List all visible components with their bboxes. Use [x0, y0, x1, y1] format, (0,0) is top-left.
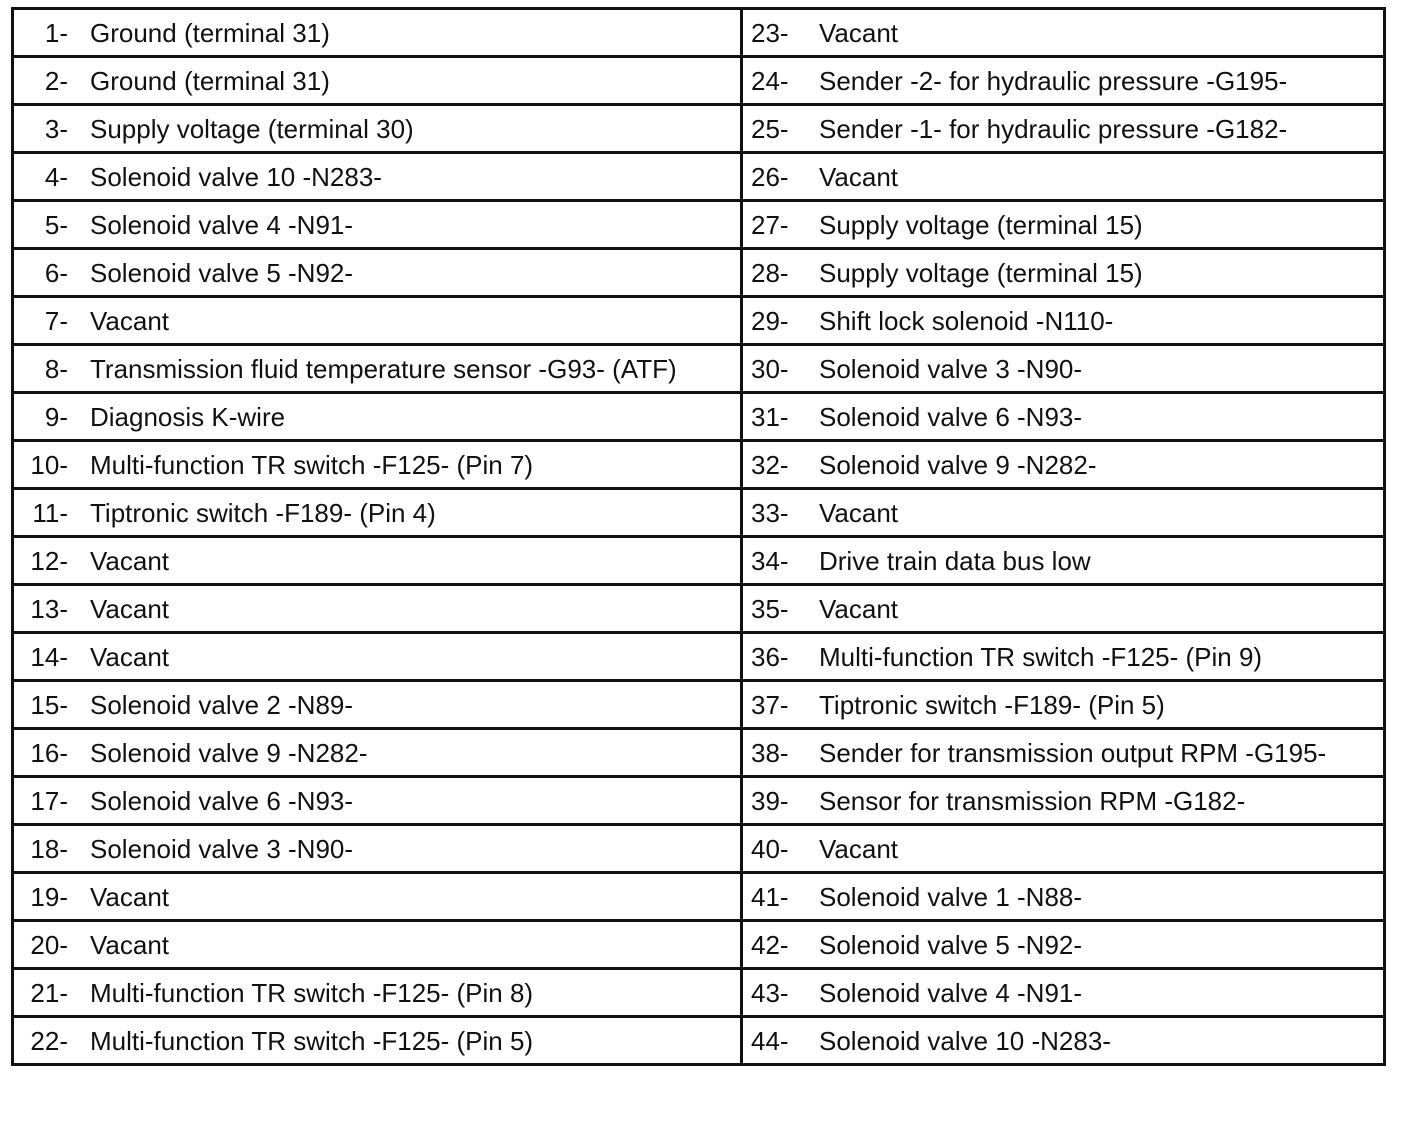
- pin-description: Multi-function TR switch -F125- (Pin 5): [90, 1025, 534, 1056]
- pin-cell-left: [13, 681, 742, 729]
- table-row: [13, 345, 1385, 393]
- pin-cell-right: [742, 921, 1385, 969]
- pin-entry: [743, 394, 1383, 439]
- pin-number: 42-: [751, 929, 789, 960]
- pin-description: Solenoid valve 10 -N283-: [90, 161, 382, 192]
- pin-cell-right: [742, 297, 1385, 345]
- pin-entry: [14, 922, 740, 967]
- table-row: [13, 489, 1385, 537]
- pin-number: 36-: [751, 641, 789, 672]
- pin-entry: [743, 490, 1383, 535]
- pin-entry: [14, 778, 740, 823]
- pin-description: Solenoid valve 1 -N88-: [819, 881, 1083, 912]
- pin-entry: [743, 298, 1383, 343]
- pin-number: 9-: [44, 401, 68, 432]
- pin-number: 2-: [44, 65, 68, 96]
- pin-entry: [14, 874, 740, 919]
- pin-number: 6-: [44, 257, 68, 288]
- pin-number: 3-: [44, 113, 68, 144]
- pin-cell-right: [742, 345, 1385, 393]
- pin-description: Solenoid valve 9 -N282-: [90, 737, 368, 768]
- pin-number: 10-: [30, 449, 68, 480]
- pin-cell-left: [13, 969, 742, 1017]
- pin-cell-right: [742, 249, 1385, 297]
- table-row: [13, 825, 1385, 873]
- pin-number: 14-: [30, 641, 68, 672]
- pin-cell-left: [13, 441, 742, 489]
- table-row: [13, 777, 1385, 825]
- pin-cell-right: [742, 537, 1385, 585]
- table-row: [13, 873, 1385, 921]
- pin-description: Transmission fluid temperature sensor -G93- (ATF): [90, 353, 677, 384]
- table-row: [13, 105, 1385, 153]
- pin-description: Vacant: [90, 881, 170, 912]
- pin-number: 20-: [30, 929, 68, 960]
- pin-cell-left: [13, 777, 742, 825]
- pin-description: Vacant: [90, 929, 170, 960]
- pin-number: 34-: [751, 545, 789, 576]
- pin-cell-left: [13, 153, 742, 201]
- pin-entry: [743, 778, 1383, 823]
- pin-entry: [743, 970, 1383, 1015]
- table-row: [13, 297, 1385, 345]
- pin-number: 21-: [30, 977, 68, 1008]
- pin-description: Vacant: [819, 161, 899, 192]
- pin-cell-right: [742, 489, 1385, 537]
- pin-cell-right: [742, 57, 1385, 105]
- table-row: [13, 729, 1385, 777]
- pin-cell-left: [13, 921, 742, 969]
- pin-cell-right: [742, 729, 1385, 777]
- pin-description: Solenoid valve 6 -N93-: [90, 785, 354, 816]
- pin-description: Solenoid valve 6 -N93-: [819, 401, 1083, 432]
- pin-number: 5-: [44, 209, 68, 240]
- pin-description: Tiptronic switch -F189- (Pin 4): [90, 497, 436, 528]
- pin-number: 33-: [751, 497, 789, 528]
- table-row: [13, 201, 1385, 249]
- pin-description: Vacant: [90, 593, 170, 624]
- pin-number: 27-: [751, 209, 789, 240]
- pin-number: 7-: [44, 305, 68, 336]
- pin-entry: [14, 586, 740, 631]
- pin-entry: [743, 10, 1383, 55]
- pin-description: Sender -2- for hydraulic pressure -G195-: [819, 65, 1288, 96]
- pin-description: Vacant: [90, 641, 170, 672]
- pin-number: 29-: [751, 305, 789, 336]
- pin-number: 19-: [30, 881, 68, 912]
- pin-cell-left: [13, 249, 742, 297]
- pin-cell-right: [742, 585, 1385, 633]
- pin-entry: [14, 154, 740, 199]
- pin-cell-left: [13, 297, 742, 345]
- pin-cell-right: [742, 969, 1385, 1017]
- pin-entry: [14, 826, 740, 871]
- pin-cell-left: [13, 873, 742, 921]
- pin-entry: [743, 250, 1383, 295]
- pin-description: Solenoid valve 10 -N283-: [819, 1025, 1111, 1056]
- pin-entry: [743, 202, 1383, 247]
- pin-entry: [14, 442, 740, 487]
- pin-entry: [14, 346, 740, 391]
- pin-entry: [743, 58, 1383, 103]
- pin-number: 40-: [751, 833, 789, 864]
- pin-description: Tiptronic switch -F189- (Pin 5): [819, 689, 1165, 720]
- table-row: [13, 441, 1385, 489]
- pin-entry: [14, 106, 740, 151]
- pin-cell-right: [742, 825, 1385, 873]
- pin-description: Vacant: [819, 593, 899, 624]
- pin-cell-right: [742, 105, 1385, 153]
- pin-description: Sender for transmission output RPM -G195-: [819, 737, 1327, 768]
- pin-number: 4-: [44, 161, 68, 192]
- pin-entry: [743, 1018, 1383, 1063]
- pin-entry: [743, 874, 1383, 919]
- pin-description: Supply voltage (terminal 15): [819, 209, 1143, 240]
- table-row: [13, 969, 1385, 1017]
- pin-entry: [743, 538, 1383, 583]
- pin-description: Multi-function TR switch -F125- (Pin 9): [819, 641, 1263, 672]
- pin-number: 38-: [751, 737, 789, 768]
- pin-description: Vacant: [90, 545, 170, 576]
- pin-cell-left: [13, 345, 742, 393]
- pin-entry: [14, 682, 740, 727]
- pin-number: 16-: [30, 737, 68, 768]
- pin-description: Vacant: [90, 305, 170, 336]
- pin-number: 41-: [751, 881, 789, 912]
- pin-assignment-table: [11, 7, 1386, 1066]
- table-row: [13, 153, 1385, 201]
- pin-number: 15-: [30, 689, 68, 720]
- pin-cell-right: [742, 873, 1385, 921]
- table-row: [13, 249, 1385, 297]
- pin-description: Solenoid valve 3 -N90-: [819, 353, 1083, 384]
- pin-description: Supply voltage (terminal 30): [90, 113, 414, 144]
- pin-number: 28-: [751, 257, 789, 288]
- pin-number: 18-: [30, 833, 68, 864]
- pin-description: Ground (terminal 31): [90, 17, 330, 48]
- pin-number: 26-: [751, 161, 789, 192]
- pin-cell-left: [13, 729, 742, 777]
- pin-description: Multi-function TR switch -F125- (Pin 7): [90, 449, 534, 480]
- pin-number: 35-: [751, 593, 789, 624]
- pin-number: 30-: [751, 353, 789, 384]
- pin-description: Sensor for transmission RPM -G182-: [819, 785, 1246, 816]
- pin-cell-right: [742, 9, 1385, 57]
- pin-entry: [743, 346, 1383, 391]
- pin-cell-left: [13, 9, 742, 57]
- pin-cell-left: [13, 825, 742, 873]
- table-row: [13, 57, 1385, 105]
- pin-number: 44-: [751, 1025, 789, 1056]
- pin-cell-right: [742, 201, 1385, 249]
- pin-entry: [14, 298, 740, 343]
- pin-number: 22-: [30, 1025, 68, 1056]
- pin-number: 17-: [30, 785, 68, 816]
- pin-number: 1-: [44, 17, 68, 48]
- pin-entry: [743, 826, 1383, 871]
- pin-description: Solenoid valve 5 -N92-: [90, 257, 354, 288]
- table-row: [13, 633, 1385, 681]
- pin-number: 31-: [751, 401, 789, 432]
- pin-description: Solenoid valve 3 -N90-: [90, 833, 354, 864]
- pin-entry: [14, 202, 740, 247]
- pin-entry: [743, 922, 1383, 967]
- pin-entry: [743, 730, 1383, 775]
- pin-cell-right: [742, 777, 1385, 825]
- pin-number: 32-: [751, 449, 789, 480]
- table-row: [13, 537, 1385, 585]
- pin-cell-right: [742, 441, 1385, 489]
- pin-entry: [14, 634, 740, 679]
- pin-description: Ground (terminal 31): [90, 65, 330, 96]
- pin-cell-left: [13, 537, 742, 585]
- pin-entry: [743, 442, 1383, 487]
- pin-number: 13-: [30, 593, 68, 624]
- pin-entry: [743, 154, 1383, 199]
- pin-cell-left: [13, 57, 742, 105]
- pin-number: 11-: [32, 497, 68, 528]
- pin-number: 12-: [30, 545, 68, 576]
- pin-cell-left: [13, 393, 742, 441]
- pin-number: 24-: [751, 65, 789, 96]
- pin-number: 25-: [751, 113, 789, 144]
- pin-entry: [14, 58, 740, 103]
- pin-cell-left: [13, 633, 742, 681]
- pin-cell-right: [742, 153, 1385, 201]
- pin-table-body: [13, 9, 1385, 1065]
- pin-cell-right: [742, 681, 1385, 729]
- pin-description: Drive train data bus low: [819, 545, 1091, 576]
- pin-description: Supply voltage (terminal 15): [819, 257, 1143, 288]
- pin-entry: [14, 1018, 740, 1063]
- pin-entry: [14, 538, 740, 583]
- pin-description: Solenoid valve 4 -N91-: [819, 977, 1083, 1008]
- pin-number: 23-: [751, 17, 789, 48]
- pin-number: 37-: [751, 689, 789, 720]
- table-row: [13, 585, 1385, 633]
- pin-entry: [743, 586, 1383, 631]
- pin-entry: [14, 970, 740, 1015]
- pin-description: Diagnosis K-wire: [90, 401, 286, 432]
- pin-description: Sender -1- for hydraulic pressure -G182-: [819, 113, 1288, 144]
- pin-cell-right: [742, 393, 1385, 441]
- pin-cell-left: [13, 105, 742, 153]
- pin-entry: [743, 682, 1383, 727]
- pin-description: Multi-function TR switch -F125- (Pin 8): [90, 977, 534, 1008]
- pin-entry: [14, 394, 740, 439]
- pin-entry: [743, 106, 1383, 151]
- table-row: [13, 681, 1385, 729]
- pin-cell-left: [13, 201, 742, 249]
- pin-cell-right: [742, 633, 1385, 681]
- pin-description: Solenoid valve 5 -N92-: [819, 929, 1083, 960]
- pin-description: Solenoid valve 2 -N89-: [90, 689, 354, 720]
- pin-entry: [14, 730, 740, 775]
- pin-description: Shift lock solenoid -N110-: [819, 305, 1114, 336]
- table-row: [13, 393, 1385, 441]
- table-row: [13, 9, 1385, 57]
- pin-entry: [14, 490, 740, 535]
- pin-entry: [14, 10, 740, 55]
- pin-description: Vacant: [819, 833, 899, 864]
- table-row: [13, 921, 1385, 969]
- pin-entry: [743, 634, 1383, 679]
- pin-entry: [14, 250, 740, 295]
- pin-number: 8-: [44, 353, 68, 384]
- pin-cell-left: [13, 489, 742, 537]
- pin-description: Vacant: [819, 17, 899, 48]
- pin-number: 39-: [751, 785, 789, 816]
- table-row: [13, 1017, 1385, 1065]
- pin-description: Solenoid valve 4 -N91-: [90, 209, 354, 240]
- pin-cell-left: [13, 585, 742, 633]
- pin-number: 43-: [751, 977, 789, 1008]
- pin-description: Solenoid valve 9 -N282-: [819, 449, 1097, 480]
- pin-cell-right: [742, 1017, 1385, 1065]
- pin-description: Vacant: [819, 497, 899, 528]
- pin-cell-left: [13, 1017, 742, 1065]
